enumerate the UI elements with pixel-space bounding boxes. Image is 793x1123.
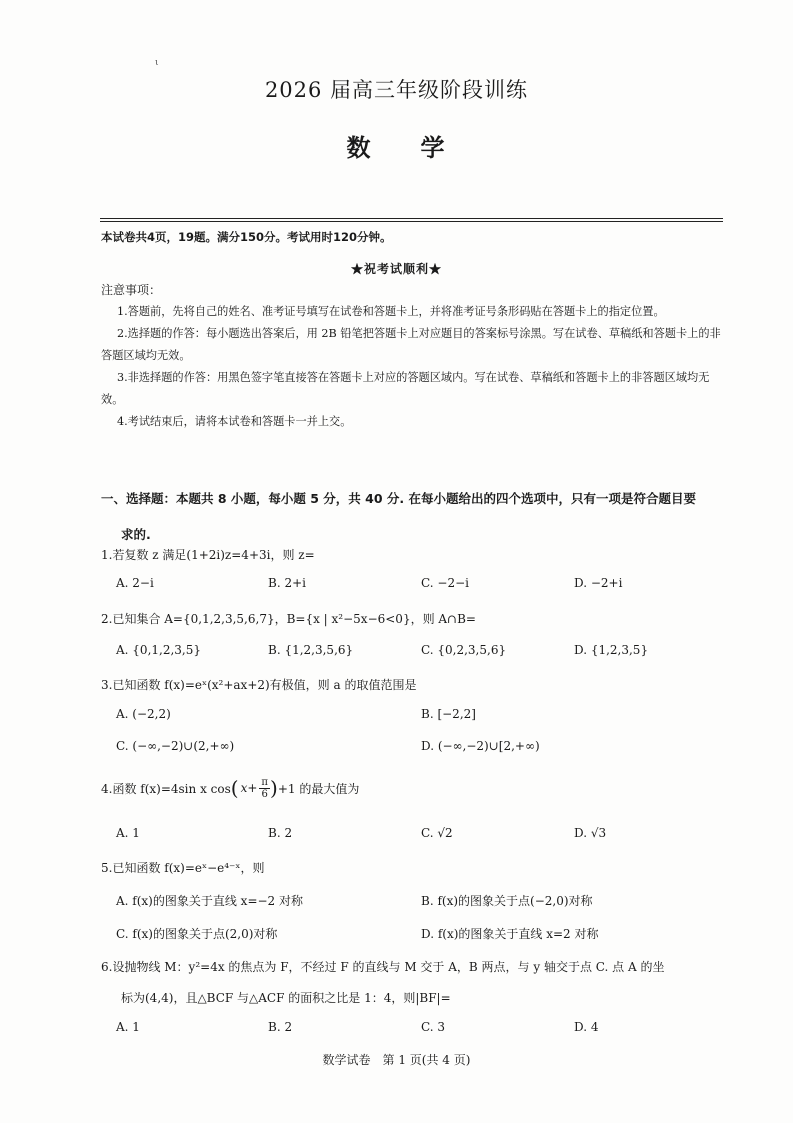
notice-item: 2.选择题的作答：每小题选出答案后，用 2B 铅笔把答题卡上对应题目的答案标号涂黑。写在试卷、草稿纸和答题卡上的非答题区域均无效。 xyxy=(101,327,721,362)
question-1-stem: 1.若复数 z 满足(1+2i)z=4+3i，则 z= xyxy=(101,548,315,562)
option-b: B. 2+i xyxy=(268,576,306,590)
notice-item: 1.答题前，先将自己的姓名、准考证号填写在试卷和答题卡上，并将准考证号条形码贴在答题卡上的指定位置。 xyxy=(117,305,665,318)
option-a: A. (−2,2) xyxy=(116,707,171,721)
question-2-stem: 2.已知集合 A={0,1,2,3,5,6,7}，B={x | x²−5x−6<0}，则 A∩B= xyxy=(101,612,476,626)
section-heading-line1: 一、选择题：本题共 8 小题，每小题 5 分，共 40 分. 在每小题给出的四个选项中，只有一项是符合题目要 xyxy=(101,491,697,506)
paren-close: ) xyxy=(270,776,278,800)
question-3-stem: 3.已知函数 f(x)=eˣ(x²+ax+2)有极值，则 a 的取值范围是 xyxy=(101,678,417,692)
paren-open: ( xyxy=(230,776,239,800)
notice-item: 3.非选择题的作答：用黑色签字笔直接答在答题卡上对应的答题区域内。写在试卷、草稿纸和答题卡上的非答题区域均无效。 xyxy=(101,371,710,406)
exam-info: 本试卷共4页，19题。满分150分。考试用时120分钟。 xyxy=(101,230,392,244)
subject-title xyxy=(0,128,793,163)
option-c: C. √2 xyxy=(421,826,453,840)
option-d: D. −2+i xyxy=(574,576,623,590)
question-5-stem: 5.已知函数 f(x)=eˣ−e⁴⁻ˣ，则 xyxy=(101,861,265,875)
subject-char-2: 学 xyxy=(420,133,447,162)
header-rule-thick xyxy=(100,221,723,222)
question-4-stem-start: 4.函数 f(x)=4sin x cos xyxy=(101,781,231,796)
option-d: D. f(x)的图象关于直线 x=2 对称 xyxy=(421,927,599,941)
page-footer: 数学试卷 第 1 页(共 4 页) xyxy=(322,1053,471,1067)
notice-heading: 注意事项： xyxy=(101,283,162,297)
option-d: D. √3 xyxy=(574,826,607,840)
fraction-denominator: 6 xyxy=(261,788,268,800)
header-rule-thin xyxy=(100,218,723,219)
section-heading-line2: 求的. xyxy=(121,527,151,542)
option-d: D. (−∞,−2)∪[2,+∞) xyxy=(421,739,540,753)
var-x: x+ xyxy=(240,781,258,795)
notice-item: 4.考试结束后，请将本试卷和答题卡一并上交。 xyxy=(117,415,352,428)
option-c: C. f(x)的图象关于点(2,0)对称 xyxy=(116,927,278,941)
question-4-stem xyxy=(101,774,731,802)
option-b: B. 2 xyxy=(268,1020,293,1034)
corner-mark: ι xyxy=(155,58,159,68)
question-6-stem: 6.设抛物线 M：y²=4x 的焦点为 F，不经过 F 的直线与 M 交于 A，B 两点，与 y 轴交于点 C. 点 A 的坐 xyxy=(101,960,665,974)
option-c: C. 3 xyxy=(421,1020,446,1034)
option-a: A. {0,1,2,3,5} xyxy=(116,643,201,657)
exam-title: 2026 届高三年级阶段训练 xyxy=(264,78,529,102)
notice-list xyxy=(101,301,725,433)
option-b: B. {1,2,3,5,6} xyxy=(268,643,354,657)
option-b: B. [−2,2] xyxy=(421,707,476,721)
option-a: A. 1 xyxy=(116,1020,140,1034)
good-luck-banner: ★祝考试顺利★ xyxy=(350,262,442,276)
option-c: C. (−∞,−2)∪(2,+∞) xyxy=(116,739,235,753)
option-a: A. 2−i xyxy=(116,576,154,590)
question-4-stem-end: +1 的最大值为 xyxy=(277,781,360,796)
option-a: A. f(x)的图象关于直线 x=−2 对称 xyxy=(116,894,304,908)
option-d: D. 4 xyxy=(574,1020,599,1034)
question-6-stem-cont: 标为(4,4)，且△BCF 与△ACF 的面积之比是 1：4，则|BF|= xyxy=(121,991,451,1005)
option-b: B. 2 xyxy=(268,826,293,840)
fraction-numerator: π xyxy=(261,776,268,788)
option-c: C. {0,2,3,5,6} xyxy=(421,643,507,657)
section-heading xyxy=(101,481,731,553)
option-b: B. f(x)的图象关于点(−2,0)对称 xyxy=(421,894,593,908)
subject-char-1: 数 xyxy=(346,133,373,162)
fraction-pi-over-6 xyxy=(259,777,270,800)
option-c: C. −2−i xyxy=(421,576,469,590)
option-d: D. {1,2,3,5} xyxy=(574,643,649,657)
option-a: A. 1 xyxy=(116,826,140,840)
